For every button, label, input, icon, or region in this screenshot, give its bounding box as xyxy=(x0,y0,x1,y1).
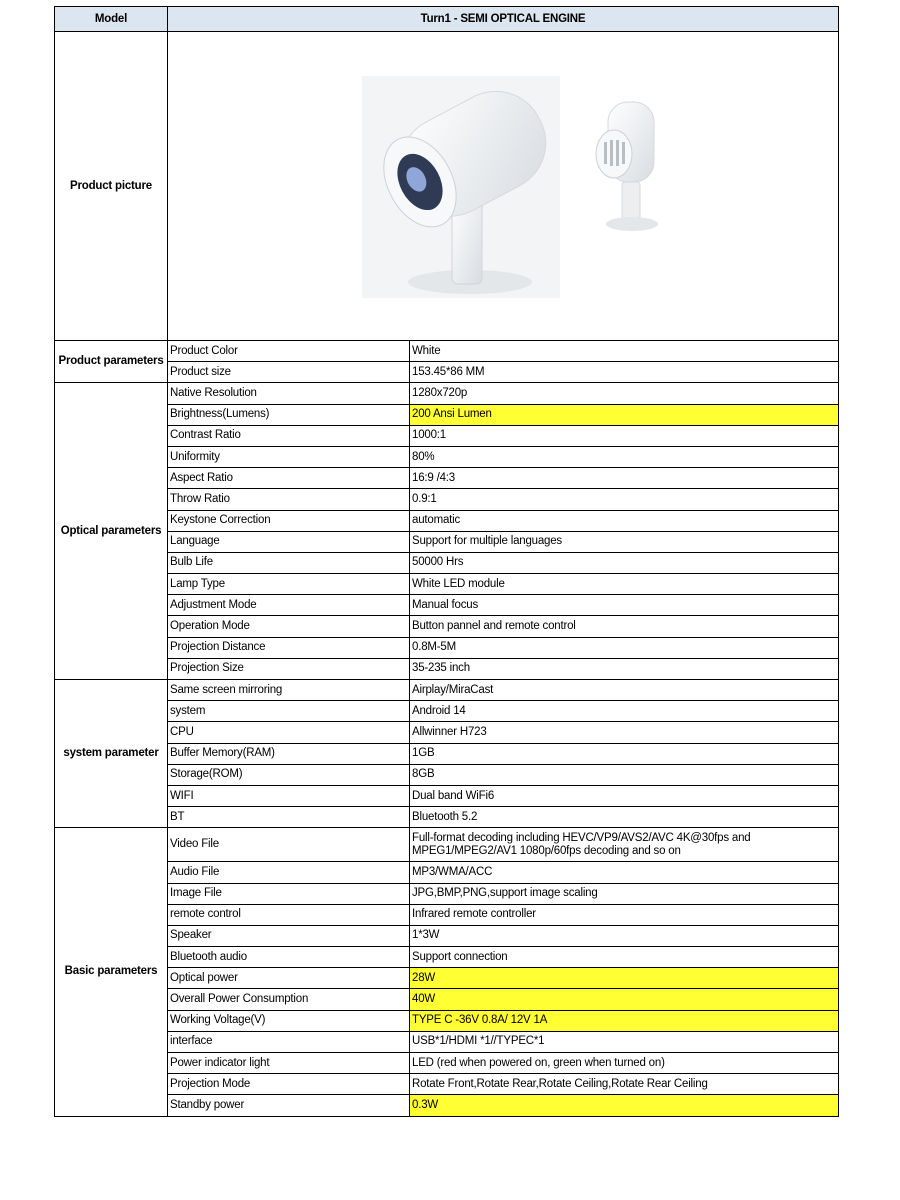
param-value: Full-format decoding including HEVC/VP9/AVS2/AVC 4K@30fps and MPEG1/MPEG2/AV1 1080p/60fps decoding and so on xyxy=(410,828,839,862)
param-value: 1280x720p xyxy=(410,383,839,404)
spec-row xyxy=(55,722,839,743)
spec-row xyxy=(55,468,839,489)
spec-row xyxy=(55,968,839,989)
spec-row xyxy=(55,446,839,467)
param-value: Infrared remote controller xyxy=(410,904,839,925)
param-name: Product Color xyxy=(168,341,410,362)
param-value: 35-235 inch xyxy=(410,658,839,679)
spec-row xyxy=(55,1010,839,1031)
param-name: Adjustment Mode xyxy=(168,595,410,616)
param-name: WIFI xyxy=(168,785,410,806)
spec-table xyxy=(54,6,839,1117)
product-picture xyxy=(170,32,836,340)
group-label: system parameter xyxy=(55,680,168,828)
param-name: Bluetooth audio xyxy=(168,947,410,968)
param-name: Language xyxy=(168,531,410,552)
param-name: Speaker xyxy=(168,925,410,946)
projector-image xyxy=(360,72,680,302)
param-name: BT xyxy=(168,807,410,828)
spec-row xyxy=(55,425,839,446)
param-name: Operation Mode xyxy=(168,616,410,637)
header-row xyxy=(55,7,839,32)
spec-row xyxy=(55,904,839,925)
param-value: Button pannel and remote control xyxy=(410,616,839,637)
spec-row xyxy=(55,1031,839,1052)
param-value: TYPE C -36V 0.8A/ 12V 1A xyxy=(410,1010,839,1031)
param-name: Native Resolution xyxy=(168,383,410,404)
param-name: remote control xyxy=(168,904,410,925)
param-name: system xyxy=(168,701,410,722)
param-value: 153.45*86 MM xyxy=(410,362,839,383)
param-name: Uniformity xyxy=(168,446,410,467)
param-value: Bluetooth 5.2 xyxy=(410,807,839,828)
param-value: 80% xyxy=(410,446,839,467)
param-name: Storage(ROM) xyxy=(168,764,410,785)
spec-row xyxy=(55,574,839,595)
param-value: MP3/WMA/ACC xyxy=(410,862,839,883)
param-value: 40W xyxy=(410,989,839,1010)
spec-row xyxy=(55,1095,839,1116)
spec-row xyxy=(55,989,839,1010)
param-value: 1GB xyxy=(410,743,839,764)
spec-row xyxy=(55,341,839,362)
param-value: Manual focus xyxy=(410,595,839,616)
param-name: interface xyxy=(168,1031,410,1052)
param-name: Aspect Ratio xyxy=(168,468,410,489)
spec-row xyxy=(55,510,839,531)
param-value: Airplay/MiraCast xyxy=(410,680,839,701)
spec-row xyxy=(55,883,839,904)
param-value: USB*1/HDMI *1//TYPEC*1 xyxy=(410,1031,839,1052)
param-name: Throw Ratio xyxy=(168,489,410,510)
param-value: Dual band WiFi6 xyxy=(410,785,839,806)
param-name: Projection Mode xyxy=(168,1074,410,1095)
param-name: CPU xyxy=(168,722,410,743)
model-value: Turn1 - SEMI OPTICAL ENGINE xyxy=(168,7,839,32)
group-label: Product parameters xyxy=(55,341,168,383)
param-value: automatic xyxy=(410,510,839,531)
param-name: Bulb Life xyxy=(168,552,410,573)
spec-row xyxy=(55,925,839,946)
param-name: Buffer Memory(RAM) xyxy=(168,743,410,764)
param-value: 16:9 /4:3 xyxy=(410,468,839,489)
param-name: Projection Distance xyxy=(168,637,410,658)
spec-row xyxy=(55,531,839,552)
param-value: 50000 Hrs xyxy=(410,552,839,573)
param-value: LED (red when powered on, green when turned on) xyxy=(410,1053,839,1074)
param-value: 1000:1 xyxy=(410,425,839,446)
spec-row xyxy=(55,1053,839,1074)
param-value: 28W xyxy=(410,968,839,989)
param-value: 8GB xyxy=(410,764,839,785)
param-name: Lamp Type xyxy=(168,574,410,595)
param-name: Standby power xyxy=(168,1095,410,1116)
picture-label: Product picture xyxy=(55,32,168,341)
spec-row xyxy=(55,404,839,425)
spec-row xyxy=(55,552,839,573)
param-name: Projection Size xyxy=(168,658,410,679)
param-value: 0.9:1 xyxy=(410,489,839,510)
spec-row xyxy=(55,637,839,658)
spec-row xyxy=(55,785,839,806)
spec-row xyxy=(55,616,839,637)
spec-row xyxy=(55,862,839,883)
spec-row xyxy=(55,362,839,383)
param-value: Rotate Front,Rotate Rear,Rotate Ceiling,Rotate Rear Ceiling xyxy=(410,1074,839,1095)
param-name: Image File xyxy=(168,883,410,904)
param-value: Support connection xyxy=(410,947,839,968)
param-name: Keystone Correction xyxy=(168,510,410,531)
param-name: Product size xyxy=(168,362,410,383)
spec-row xyxy=(55,807,839,828)
param-value: 0.8M-5M xyxy=(410,637,839,658)
spec-row xyxy=(55,595,839,616)
param-name: Working Voltage(V) xyxy=(168,1010,410,1031)
spec-row xyxy=(55,680,839,701)
group-label: Basic parameters xyxy=(55,828,168,1116)
spec-row xyxy=(55,489,839,510)
param-value: Support for multiple languages xyxy=(410,531,839,552)
spec-row xyxy=(55,701,839,722)
param-name: Video File xyxy=(168,828,410,862)
picture-cell xyxy=(168,32,839,341)
spec-row xyxy=(55,658,839,679)
param-name: Optical power xyxy=(168,968,410,989)
spec-row xyxy=(55,1074,839,1095)
group-label: Optical parameters xyxy=(55,383,168,680)
param-name: Brightness(Lumens) xyxy=(168,404,410,425)
param-name: Overall Power Consumption xyxy=(168,989,410,1010)
param-name: Same screen mirroring xyxy=(168,680,410,701)
param-value: Android 14 xyxy=(410,701,839,722)
param-name: Audio File xyxy=(168,862,410,883)
param-value: JPG,BMP,PNG,support image scaling xyxy=(410,883,839,904)
param-value: 200 Ansi Lumen xyxy=(410,404,839,425)
spec-row xyxy=(55,947,839,968)
param-value: Allwinner H723 xyxy=(410,722,839,743)
param-value: White LED module xyxy=(410,574,839,595)
model-label: Model xyxy=(55,7,168,32)
spec-row xyxy=(55,828,839,862)
param-value: 0.3W xyxy=(410,1095,839,1116)
param-name: Contrast Ratio xyxy=(168,425,410,446)
picture-row xyxy=(55,32,839,341)
param-value: White xyxy=(410,341,839,362)
param-value: 1*3W xyxy=(410,925,839,946)
spec-row xyxy=(55,743,839,764)
param-name: Power indicator light xyxy=(168,1053,410,1074)
spec-row xyxy=(55,383,839,404)
spec-row xyxy=(55,764,839,785)
